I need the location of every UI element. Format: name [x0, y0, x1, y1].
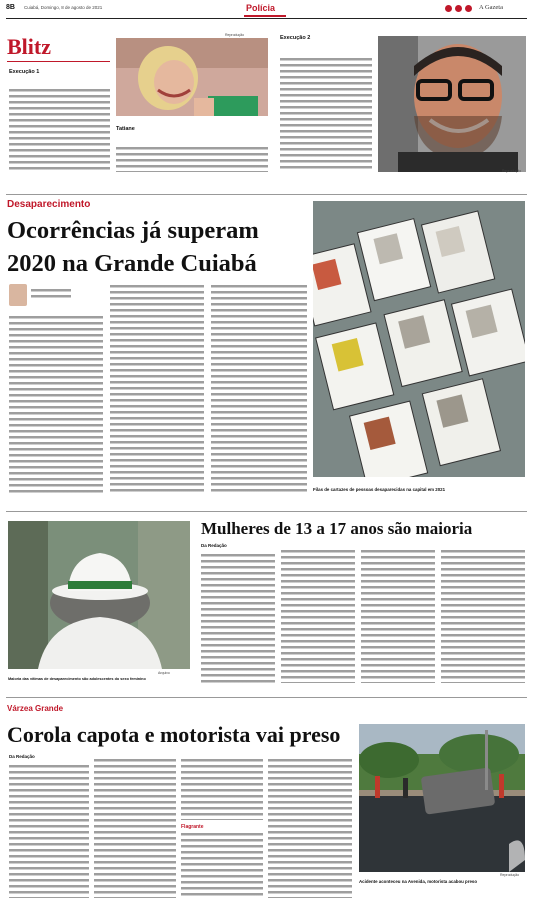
- desap-col3-text: [211, 284, 307, 494]
- desap-headline-2: 2020 na Grande Cuiabá: [7, 250, 257, 277]
- corola-col3-text: [181, 758, 263, 820]
- mulheres-col4-text: [441, 549, 525, 683]
- car-crash-photo: [359, 724, 525, 872]
- corola-subhead: Flagrante: [181, 824, 204, 830]
- posters-photo: [313, 201, 525, 477]
- blitz-caption-mid: Tatiane: [116, 126, 135, 132]
- desap-col2-text: [110, 284, 204, 494]
- mulheres-col1-text: [201, 553, 275, 683]
- instagram-icon[interactable]: [455, 5, 462, 12]
- car-photo-credit: Reprodução: [500, 873, 520, 877]
- author-name: [31, 288, 71, 300]
- corola-col1-text: [9, 764, 89, 898]
- corola-byline: Da Redação: [9, 754, 35, 759]
- desap-bottom-rule: [6, 511, 527, 512]
- page-date: Cuiabá, Domingo, 8 de agosto de 2021: [24, 5, 103, 10]
- mulheres-headline: Mulheres de 13 a 17 anos são maioria: [201, 519, 473, 538]
- facebook-icon[interactable]: [445, 5, 452, 12]
- section-underline: [244, 15, 286, 17]
- woman-photo-credit: Reprodução: [225, 33, 245, 37]
- corola-section: [0, 702, 533, 900]
- desap-tag: Desaparecimento: [7, 199, 91, 210]
- corola-col3b-text: [181, 832, 263, 898]
- section-name: Polícia: [246, 3, 276, 13]
- blitz-title: Blitz: [7, 34, 51, 59]
- hat-photo-caption: Maioria das vítimas de desaparecimento são adolescentes do sexo feminino: [8, 677, 146, 681]
- hat-photo: [8, 521, 190, 669]
- blitz-section: [0, 22, 533, 197]
- author-avatar: [9, 284, 27, 306]
- desap-col1-text: [9, 315, 103, 495]
- corola-tag: Várzea Grande: [7, 704, 64, 713]
- desap-headline-1: Ocorrências já superam: [7, 217, 259, 244]
- corola-headline: Corola capota e motorista vai preso: [7, 722, 341, 747]
- mulheres-byline: Da Redação: [201, 543, 227, 548]
- posters-photo-credit: Reprodução: [500, 480, 520, 484]
- corola-col2-text: [94, 758, 176, 898]
- brand-name: A Gazeta: [479, 4, 504, 11]
- mulheres-col3-text: [361, 549, 435, 683]
- blitz-bottom-rule: [6, 194, 527, 195]
- author-box: [9, 284, 101, 310]
- blitz-sub1: Execução 1: [9, 69, 40, 75]
- man-photo-credit: Reprodução: [502, 169, 522, 173]
- header-rule: [6, 18, 527, 19]
- blitz-sub2: Execução 2: [280, 35, 311, 41]
- page-header: [0, 0, 533, 22]
- woman-photo: [116, 38, 268, 116]
- mulheres-col2-text: [281, 549, 355, 683]
- blitz-col3-text: [280, 57, 372, 172]
- mulheres-bottom-rule: [6, 697, 527, 698]
- twitter-icon[interactable]: [465, 5, 472, 12]
- car-photo-caption: Acidente aconteceu na Avenida, motorista acabou preso: [359, 879, 478, 884]
- blitz-mid-text: [116, 146, 268, 172]
- blitz-col1-text: [9, 88, 110, 172]
- posters-photo-caption: Filas de cartazes de pessoas desaparecidas na capital em 2021: [313, 487, 446, 492]
- man-photo: [378, 36, 526, 172]
- blitz-title-rule: [7, 61, 110, 62]
- mulheres-section: [0, 517, 533, 702]
- hat-photo-credit: Arquivo: [158, 671, 170, 675]
- corola-col4-text: [268, 758, 352, 898]
- page-number: 8B: [6, 4, 15, 11]
- desap-section: [0, 197, 533, 517]
